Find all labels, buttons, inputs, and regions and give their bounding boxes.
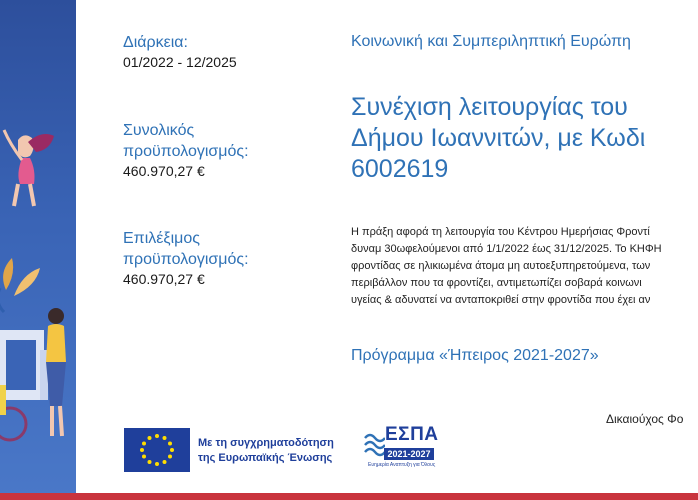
description-line5: υγείας & αδυνατεί να ανταποκριθεί στην φροντίδα που έχει αν (351, 294, 651, 306)
total-budget-value: 460.970,27 € (123, 163, 205, 179)
illustration-panel (0, 0, 76, 500)
total-budget-label-line1: Συνολικός (123, 122, 195, 139)
espa-word: ΕΣΠΑ (385, 424, 439, 445)
duration-label: Διάρκεια: (123, 34, 188, 51)
espa-tagline: Ευημερία Αναπτυξη για Όλους (368, 462, 436, 468)
description-line4: περιβάλλον που τα φροντίζει, αντιμετωπίζει σοβαρά κοινωνι (351, 277, 642, 289)
espa-waves-icon (363, 430, 385, 460)
espa-years: 2021-2027 (384, 448, 434, 460)
description-line2: δυναμ 30ωφελούμενοι από 1/1/2022 έως 31/12/2025. Το ΚΗΦΗ (351, 243, 662, 255)
total-budget-block (123, 120, 249, 181)
program-name: Πρόγραμμα «Ήπειρος 2021-2027» (351, 347, 599, 364)
eu-text-line2: της Ευρωπαϊκής Ένωσης (198, 452, 333, 464)
eligible-budget-value: 460.970,27 € (123, 271, 205, 287)
eligible-budget-label-line2: προϋπολογισμός: (123, 251, 249, 268)
duration-block (123, 32, 237, 72)
beneficiary-label: Δικαιούχος Φο (606, 412, 684, 426)
project-title (351, 92, 698, 185)
description-line3: φροντίδας σε ηλικιωμένα άτομα μη αυτοεξυπηρετούμενα, των (351, 260, 651, 272)
eligible-budget-block (123, 228, 249, 289)
project-title-line1: Συνέχιση λειτουργίας του (351, 93, 628, 121)
description-line1: Η πράξη αφορά τη λειτουργία του Κέντρου Ημερήσιας Φροντί (351, 226, 650, 238)
bottom-color-strip (0, 493, 698, 500)
people-illustration (0, 0, 76, 500)
eligible-budget-label-line1: Επιλέξιμος (123, 230, 200, 247)
thematic-kicker: Κοινωνική και Συμπεριληπτική Ευρώπη (351, 33, 631, 50)
project-title-line2: Δήμου Ιωαννιτών, με Κωδι (351, 124, 646, 152)
eu-text-line1: Με τη συγχρηματοδότηση (198, 437, 334, 449)
project-description (351, 224, 698, 309)
eu-flag-logo (124, 428, 190, 472)
eu-stars-icon (124, 428, 190, 472)
duration-value: 01/2022 - 12/2025 (123, 54, 237, 70)
eu-cofunding-text (198, 436, 334, 466)
total-budget-label-line2: προϋπολογισμός: (123, 143, 249, 160)
project-title-line3: 6002619 (351, 155, 449, 183)
